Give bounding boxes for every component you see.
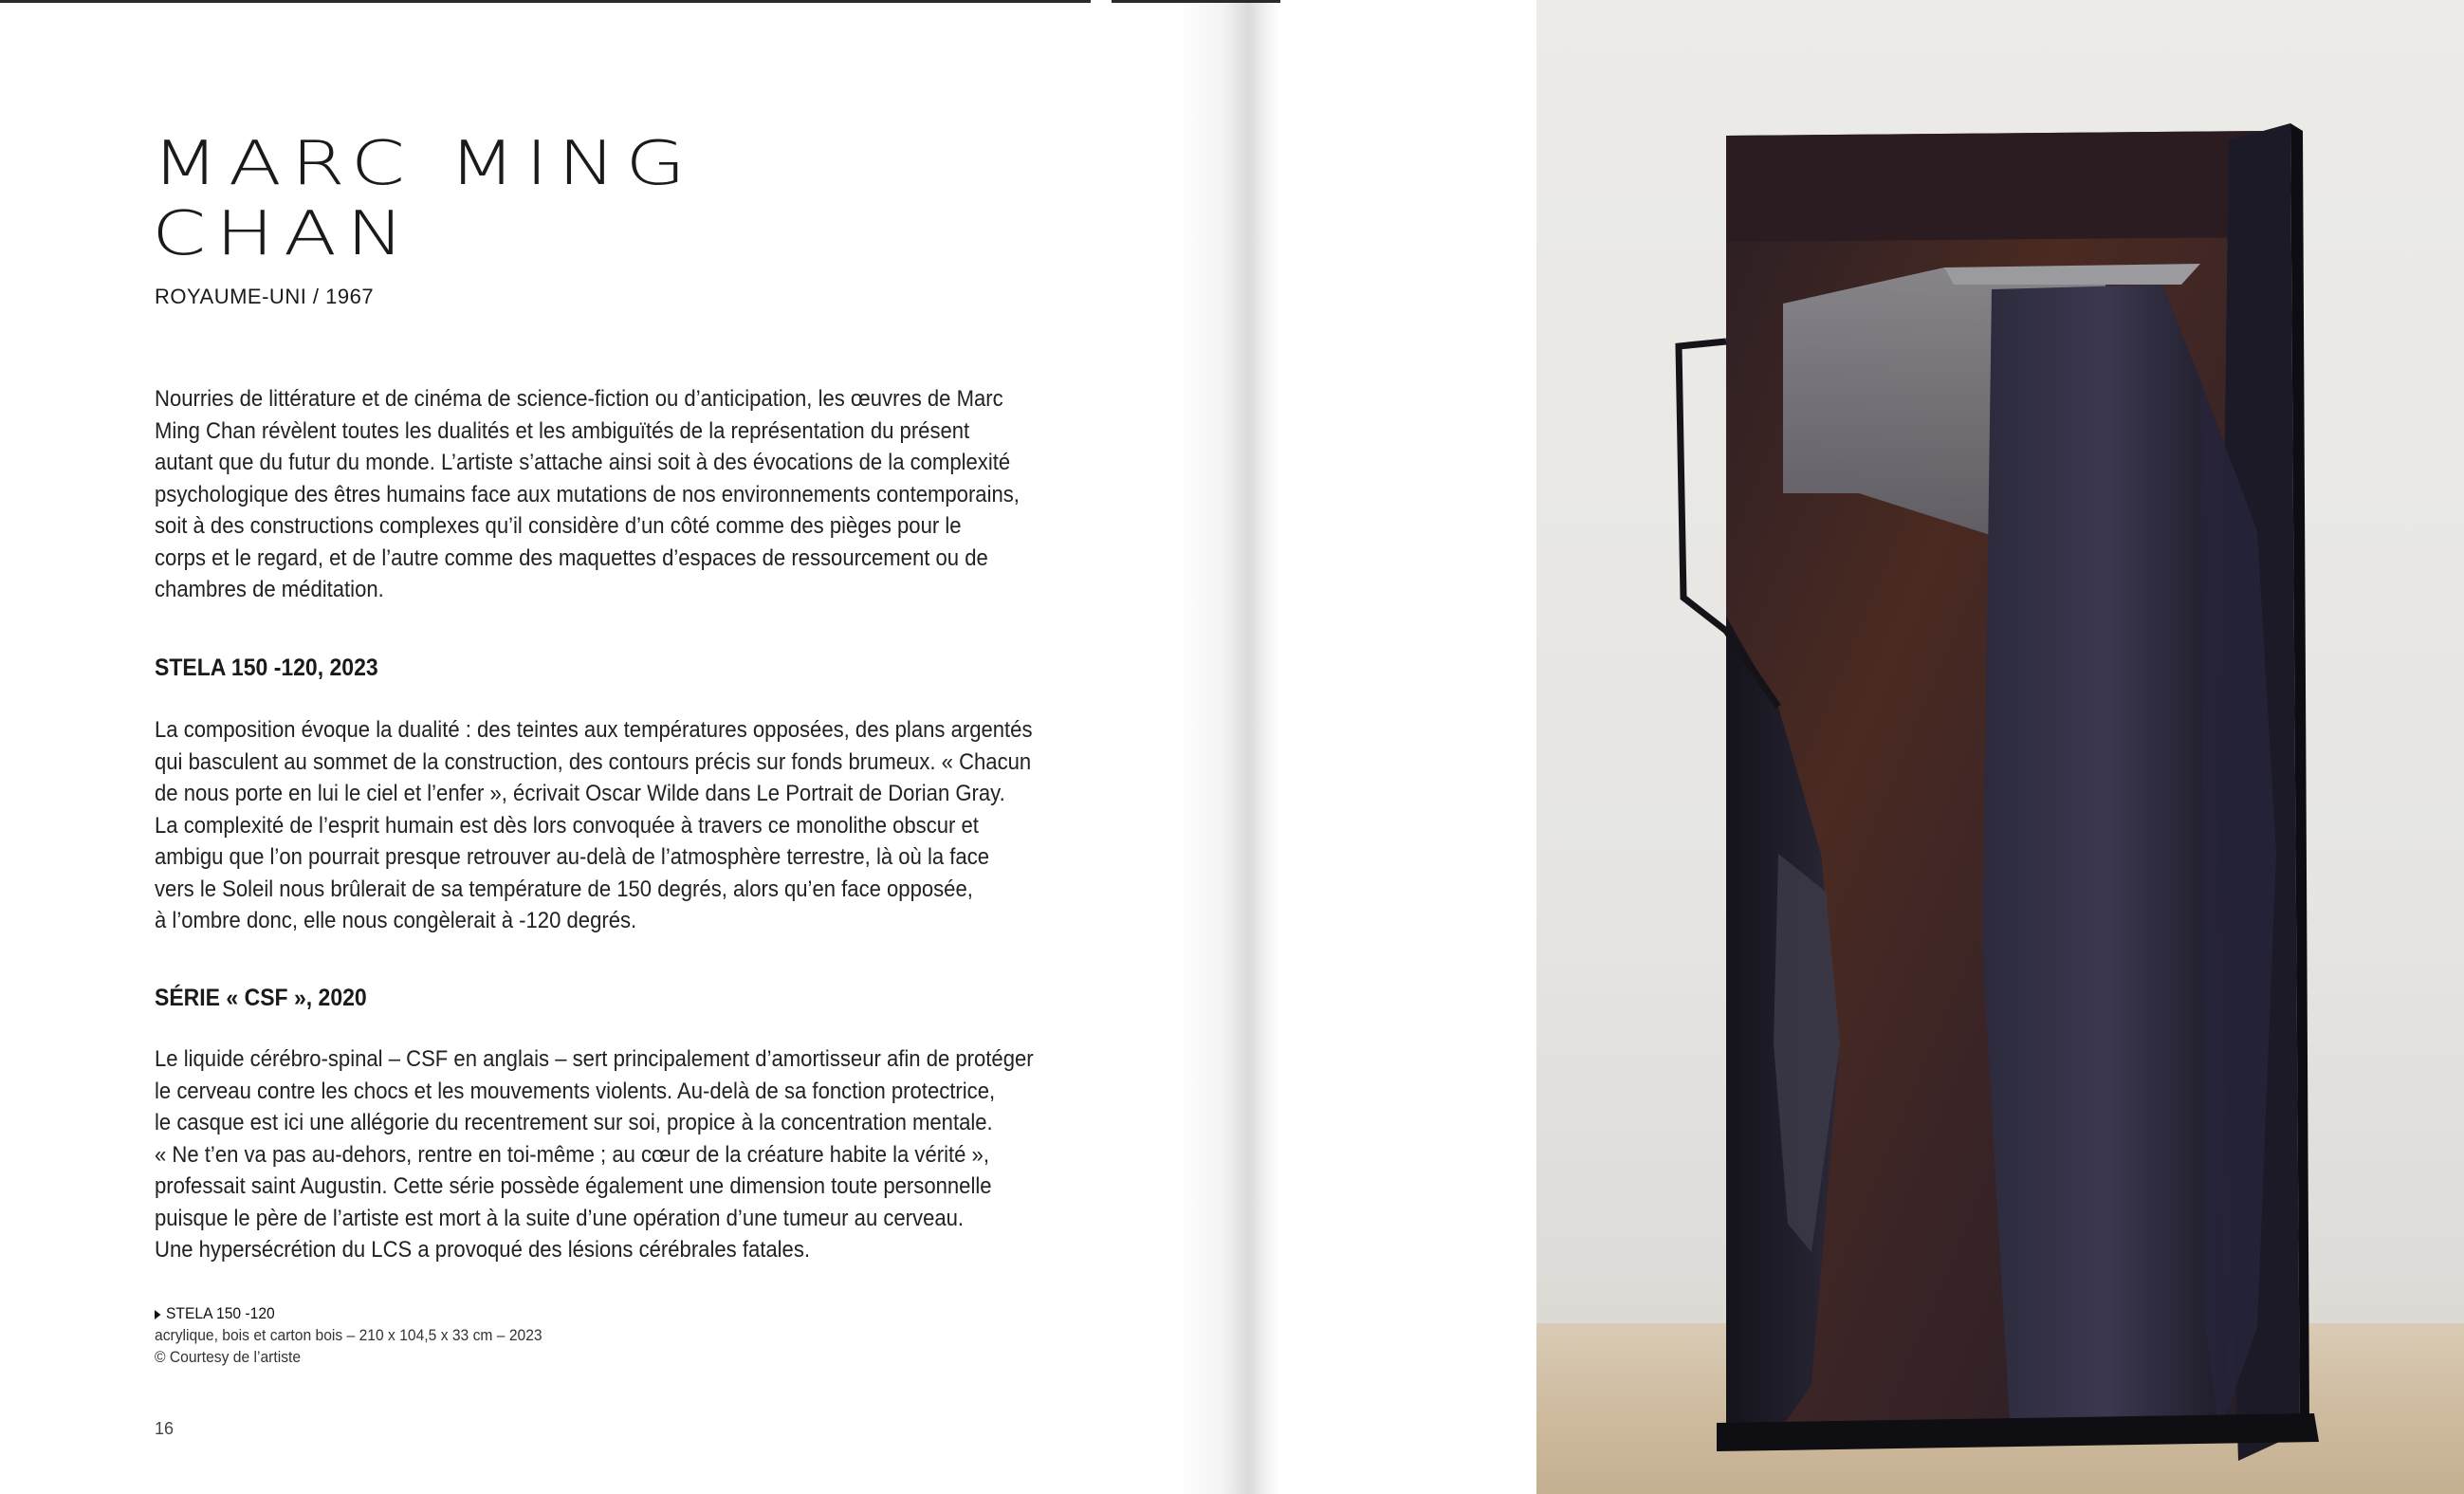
caption-title-row (155, 1302, 542, 1324)
caption-credit: © Courtesy de l’artiste (155, 1348, 302, 1366)
stela-paragraph (155, 714, 1033, 937)
artist-name-line-2: CHAN (152, 198, 414, 269)
sculpture-center-column (1982, 285, 2229, 1437)
stela-line: qui basculent au sommet de la construction, des contours précis sur fonds brumeux. « Chacun (155, 748, 1032, 775)
csf-line: puisque le père de l’artiste est mort à la suite d’une opération d’une tumeur au cerveau. (155, 1205, 965, 1231)
sculpture-top-band (1726, 131, 2267, 242)
intro-line: soit à des constructions complexes qu’il considère d’un côté comme des pièges pour le (155, 513, 962, 539)
intro-paragraph (155, 383, 1022, 606)
page-number: 16 (155, 1419, 175, 1438)
right-page (1280, 0, 2464, 1494)
sculpture-image (1536, 0, 2464, 1494)
intro-line: corps et le regard, et de l’autre comme des maquettes d’espaces de ressourcement ou de (155, 544, 988, 571)
caption-arrow-icon (155, 1310, 160, 1319)
artwork-photo (1536, 0, 2464, 1494)
intro-line: psychologique des êtres humains face aux mutations de nos environnements contemporains, (155, 481, 1020, 507)
stela-line: La complexité de l’esprit humain est dès lors convoquée à travers ce monolithe obscur et (155, 812, 979, 839)
intro-line: Nourries de littérature et de cinéma de science-fiction ou d’anticipation, les œuvres de Marc (155, 386, 1003, 412)
section-heading-csf: SÉRIE « CSF », 2020 (155, 985, 367, 1011)
image-caption (155, 1302, 576, 1368)
csf-line: le casque est ici une allégorie du recentrement sur soi, propice à la concentration mentale. (155, 1110, 993, 1135)
stela-line: vers le Soleil nous brûlerait de sa température de 150 degrés, alors qu’en face opposée, (155, 876, 973, 902)
csf-line: « Ne t’en va pas au-dehors, rentre en toi-même ; au cœur de la créature habite la vérité », (155, 1141, 989, 1168)
intro-line: chambres de méditation. (155, 577, 384, 602)
csf-line: Le liquide cérébro-spinal – CSF en anglais – sert principalement d’amortisseur afin de protéger (155, 1046, 1034, 1072)
stela-line: à l’ombre donc, elle nous congèlerait à -120 degrés. (155, 908, 637, 933)
artist-origin: ROYAUME-UNI / 1967 (155, 285, 375, 308)
stela-line: de nous porte en lui le ciel et l’enfer », écrivait Oscar Wilde dans Le Portrait de Dorian Gray. (155, 781, 1005, 806)
section-heading-stela: STELA 150 -120, 2023 (155, 655, 378, 681)
csf-line: Une hypersécrétion du LCS a provoqué des lésions cérébrales fatales. (155, 1237, 811, 1263)
stela-line: La composition évoque la dualité : des teintes aux températures opposées, des plans argentés (155, 717, 1033, 743)
left-page (0, 0, 1223, 1494)
csf-paragraph (155, 1043, 1034, 1266)
stela-line: ambigu que l’on pourrait presque retrouver au-delà de l’atmosphère terrestre, là où la face (155, 844, 990, 870)
intro-line: autant que du futur du monde. L’artiste s’attache ainsi soit à des évocations de la complexité (155, 450, 1011, 475)
caption-title: STELA 150 -120 (165, 1304, 275, 1322)
top-rule (0, 0, 1091, 3)
artist-name-title (152, 128, 695, 283)
intro-line: Ming Chan révèlent toutes les dualités et les ambiguïtés de la représentation du présent (155, 417, 970, 444)
artist-name-line-1: MARC MING (152, 128, 695, 199)
book-gutter (1176, 0, 1280, 1494)
csf-line: professait saint Augustin. Cette série possède également une dimension toute personnelle (155, 1173, 992, 1199)
caption-materials: acrylique, bois et carton bois – 210 x 104,5 x 33 cm – 2023 (155, 1326, 542, 1344)
csf-line: le cerveau contre les chocs et les mouvements violents. Au-delà de sa fonction protectrice, (155, 1078, 996, 1104)
